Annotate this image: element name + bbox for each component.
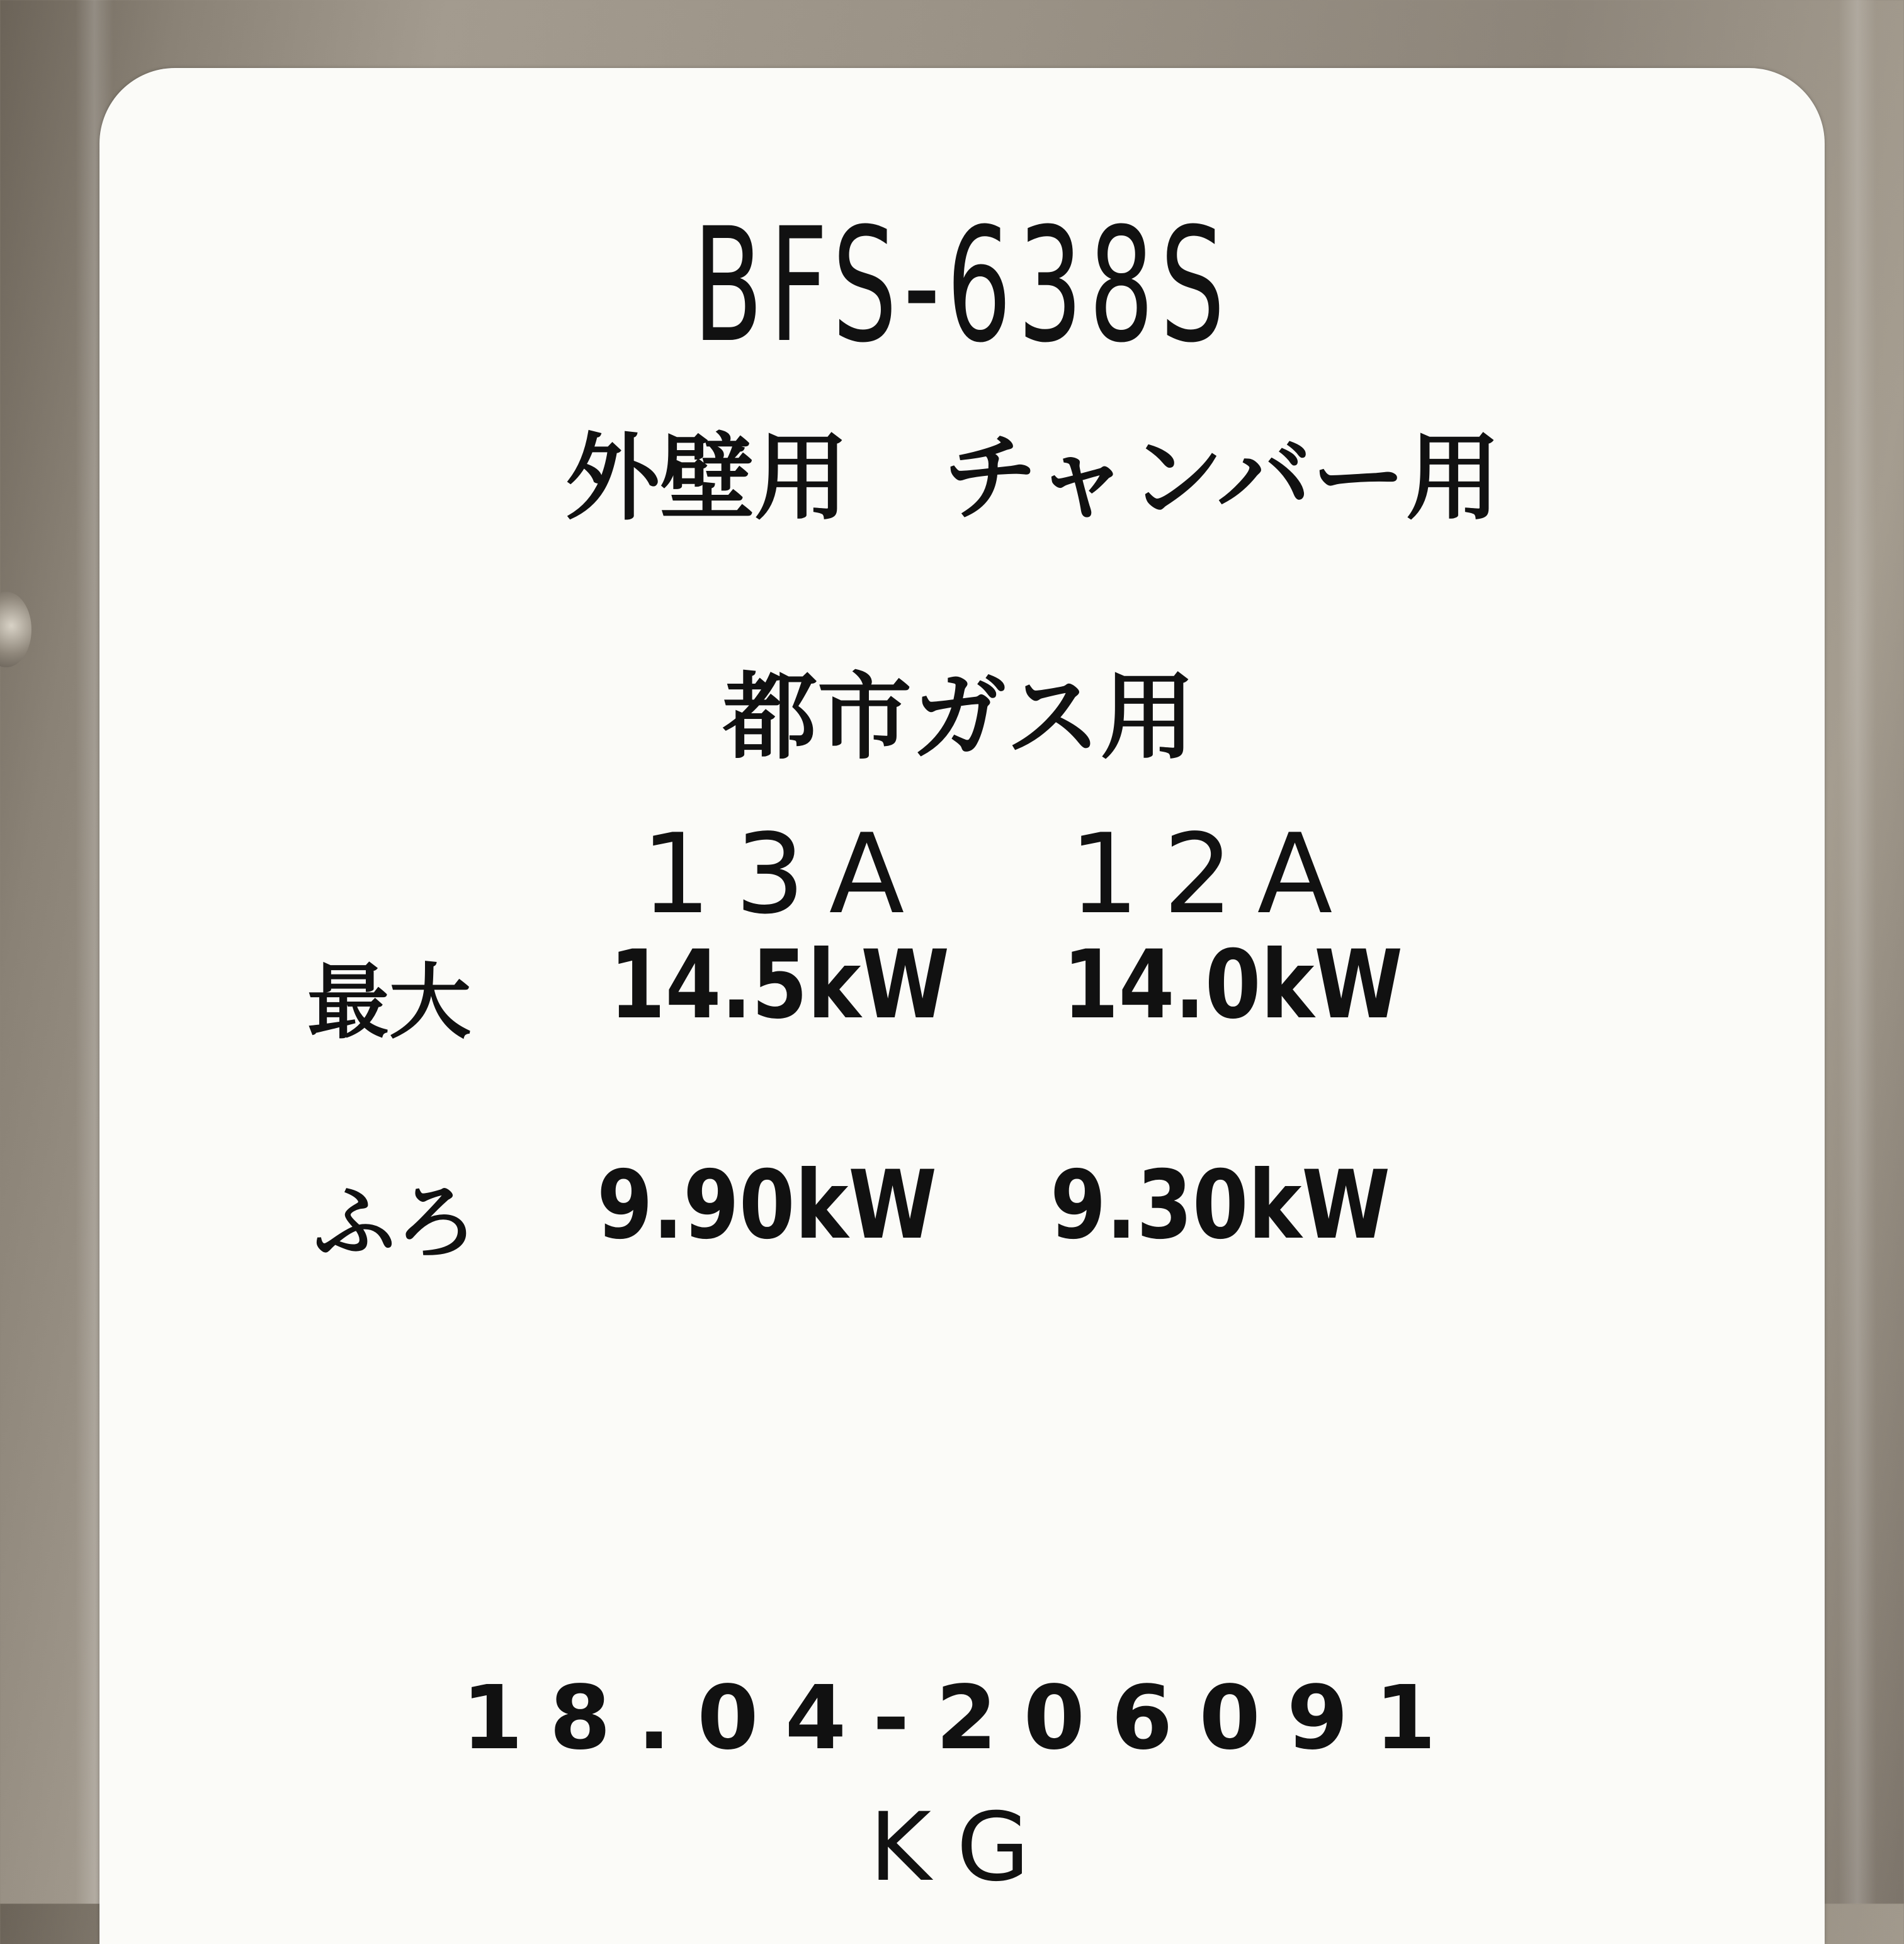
max-output-12a: 14.0kW [1063,930,1403,1040]
installation-type-exterior-wall: 外壁用 [565,424,849,533]
gas-type: 都市ガス用 [723,663,1196,772]
metal-highlight [1839,0,1876,1904]
region-code: KG [869,1793,1055,1902]
column-header-13a: 13A [641,811,929,939]
installation-type-chamber: チャンバー用 [943,424,1501,533]
serial-number: 18.04-206091 [462,1667,1463,1770]
spec-label [99,68,1825,1944]
bath-output-13a: 9.90kW [597,1151,938,1260]
row-label-bath: ふろ [314,1175,478,1270]
model-number: BFS-638S [693,194,1232,377]
bath-output-12a: 9.30kW [1050,1151,1391,1260]
row-label-max: 最大 [307,954,472,1050]
mounting-screw [0,592,31,667]
max-output-13a: 14.5kW [609,930,950,1040]
installation-type [565,402,1500,538]
column-header-12a: 12A [1069,811,1357,939]
